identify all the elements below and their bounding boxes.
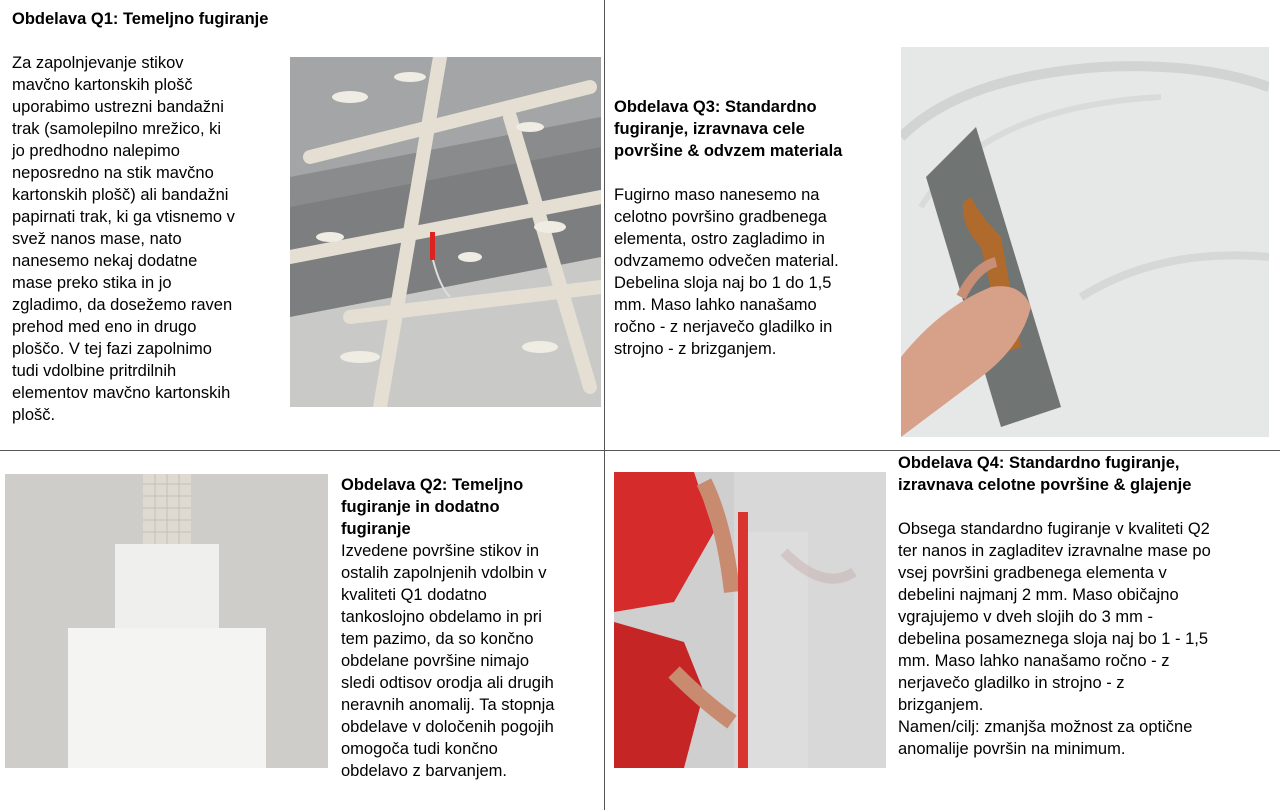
q4-plastering-photo bbox=[614, 472, 886, 768]
q1-title: Obdelava Q1: Temeljno fugiranje bbox=[12, 10, 269, 28]
q3-trowel-photo bbox=[901, 47, 1269, 437]
q2-title: Obdelava Q2: Temeljno fugiranje in dodatno fugiranje bbox=[341, 476, 524, 538]
q3-title: Obdelava Q3: Standardno fugiranje, izravnava cele površine & odvzem materiala bbox=[614, 98, 843, 160]
horizontal-divider bbox=[0, 450, 1280, 451]
q1-text: Za zapolnjevanje stikov mavčno kartonskih plošč uporabimo ustrezni bandažni trak (samolepilno mrežico, ki jo predhodno nalepimo neposredno na stik mavčno kartonskih plošč) ali bandažni papirnati trak, ki ga vtisnemo v svež nanos mase, nato nanesemo nekaj dodatne mase preko stika in jo zgladimo, da dosežemo raven prehod med eno in drugo ploščo. V tej fazi zapolnimo tudi vdolbine pritrdilnih elementov mavčno kartonskih plošč. bbox=[12, 54, 235, 424]
q2-wall-photo bbox=[5, 474, 328, 768]
q3-text: Fugirno maso nanesemo na celotno površino gradbenega elementa, ostro zagladimo in odvzamemo odvečen material. Debelina sloja naj bo 1 do 1,5 mm. Maso lahko nanašamo ročno - z nerjavečo gladilko in strojno - z brizganjem. bbox=[614, 186, 839, 358]
q4-title: Obdelava Q4: Standardno fugiranje, izravnava celotne površine & glajenje bbox=[898, 454, 1192, 494]
q2-text: Izvedene površine stikov in ostalih zapolnjenih vdolbin v kvaliteti Q1 dodatno tankoslojno obdelamo in pri tem pazimo, da so končno obdelane površine nimajo sledi odtisov orodja ali drugih neravnih anomalij. Ta stopnja obdelave v določenih pogojih omogoča tudi končno obdelavo z barvanjem. bbox=[341, 542, 555, 780]
q4-text: Obsega standardno fugiranje v kvaliteti Q2 ter nanos in zagladitev izravnalne mase po vsej površini gradbenega elementa v debelini najmanj 2 mm. Maso običajno vgrajujemo v dveh slojih do 3 mm - debelina posameznega sloja naj bo 1 - 1,5 mm. Maso lahko nanašamo ročno - z nerjavečo gladilko in strojno - z brizganjem. Namen/cilj: zmanjša možnost za optične anomalije površin na minimum. bbox=[898, 520, 1211, 758]
q1-ceiling-photo bbox=[290, 57, 601, 407]
vertical-divider bbox=[604, 0, 605, 810]
